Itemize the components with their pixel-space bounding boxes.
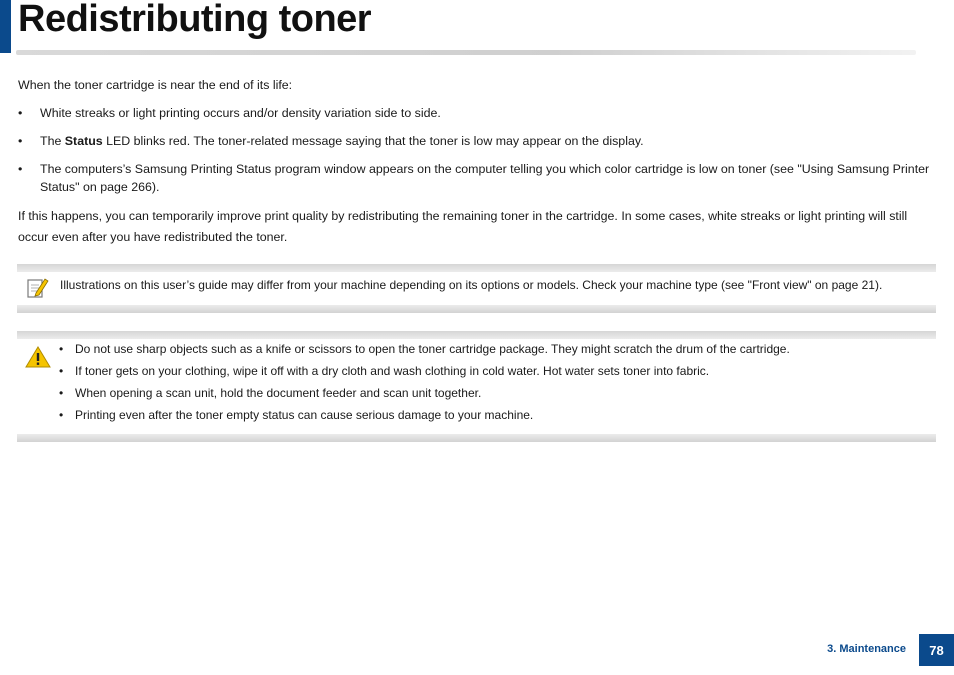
bullet-icon: • <box>59 408 64 422</box>
bullet-icon: • <box>59 364 64 378</box>
list-item-text: The computers’s Samsung Printing Status program window appears on the computer telling you which color cartridge is low on toner (see "Using Samsung Printer Status" on page 266). <box>40 162 930 194</box>
list-item <box>59 362 790 384</box>
title-accent-bar <box>0 0 11 53</box>
list-item <box>59 406 790 428</box>
bullet-icon: • <box>18 162 23 176</box>
footer-section-label: 3. Maintenance <box>827 643 906 655</box>
warning-list <box>59 340 790 428</box>
bullet-icon: • <box>59 386 64 400</box>
bullet-icon: • <box>18 106 23 120</box>
bullet-icon: • <box>18 134 23 148</box>
page-title: Redistributing toner <box>18 0 372 40</box>
warning-triangle-icon <box>25 345 51 369</box>
warning-item-text: If toner gets on your clothing, wipe it off with a dry cloth and wash clothing in cold water. Hot water sets toner into fabric. <box>75 364 710 378</box>
note-box <box>17 264 936 313</box>
symptom-list <box>18 104 938 196</box>
page-number: 78 <box>919 634 954 666</box>
title-divider <box>16 50 916 55</box>
list-item <box>18 104 938 122</box>
bullet-icon: • <box>59 342 64 356</box>
status-keyword: Status <box>64 134 103 148</box>
body-paragraph: If this happens, you can temporarily improve print quality by redistributing the remaining toner in the cartridge. In some cases, white streaks or light printing will still occur even after you have redistributed the toner. <box>18 209 908 244</box>
warning-item-text: When opening a scan unit, hold the document feeder and scan unit together. <box>75 386 482 400</box>
warning-item-text: Do not use sharp objects such as a knife or scissors to open the toner cartridge package. They might scratch the drum of the cartridge. <box>75 342 790 356</box>
warning-box <box>17 331 936 442</box>
note-text: Illustrations on this user’s guide may differ from your machine depending on its options or models. Check your machine type (see "Front view" on page 21). <box>60 278 883 292</box>
warning-item-text: Printing even after the toner empty status can cause serious damage to your machine. <box>75 408 534 422</box>
main-content <box>18 76 938 248</box>
list-item-prefix: The <box>40 134 65 148</box>
intro-paragraph: When the toner cartridge is near the end of its life: <box>18 78 293 92</box>
list-item-text: LED blinks red. The toner-related message saying that the toner is low may appear on the display. <box>102 134 644 148</box>
list-item <box>18 132 938 150</box>
list-item <box>59 384 790 406</box>
list-item-text: White streaks or light printing occurs and/or density variation side to side. <box>40 106 441 120</box>
list-item <box>59 340 790 362</box>
list-item <box>18 160 938 196</box>
note-pencil-icon <box>25 276 49 300</box>
